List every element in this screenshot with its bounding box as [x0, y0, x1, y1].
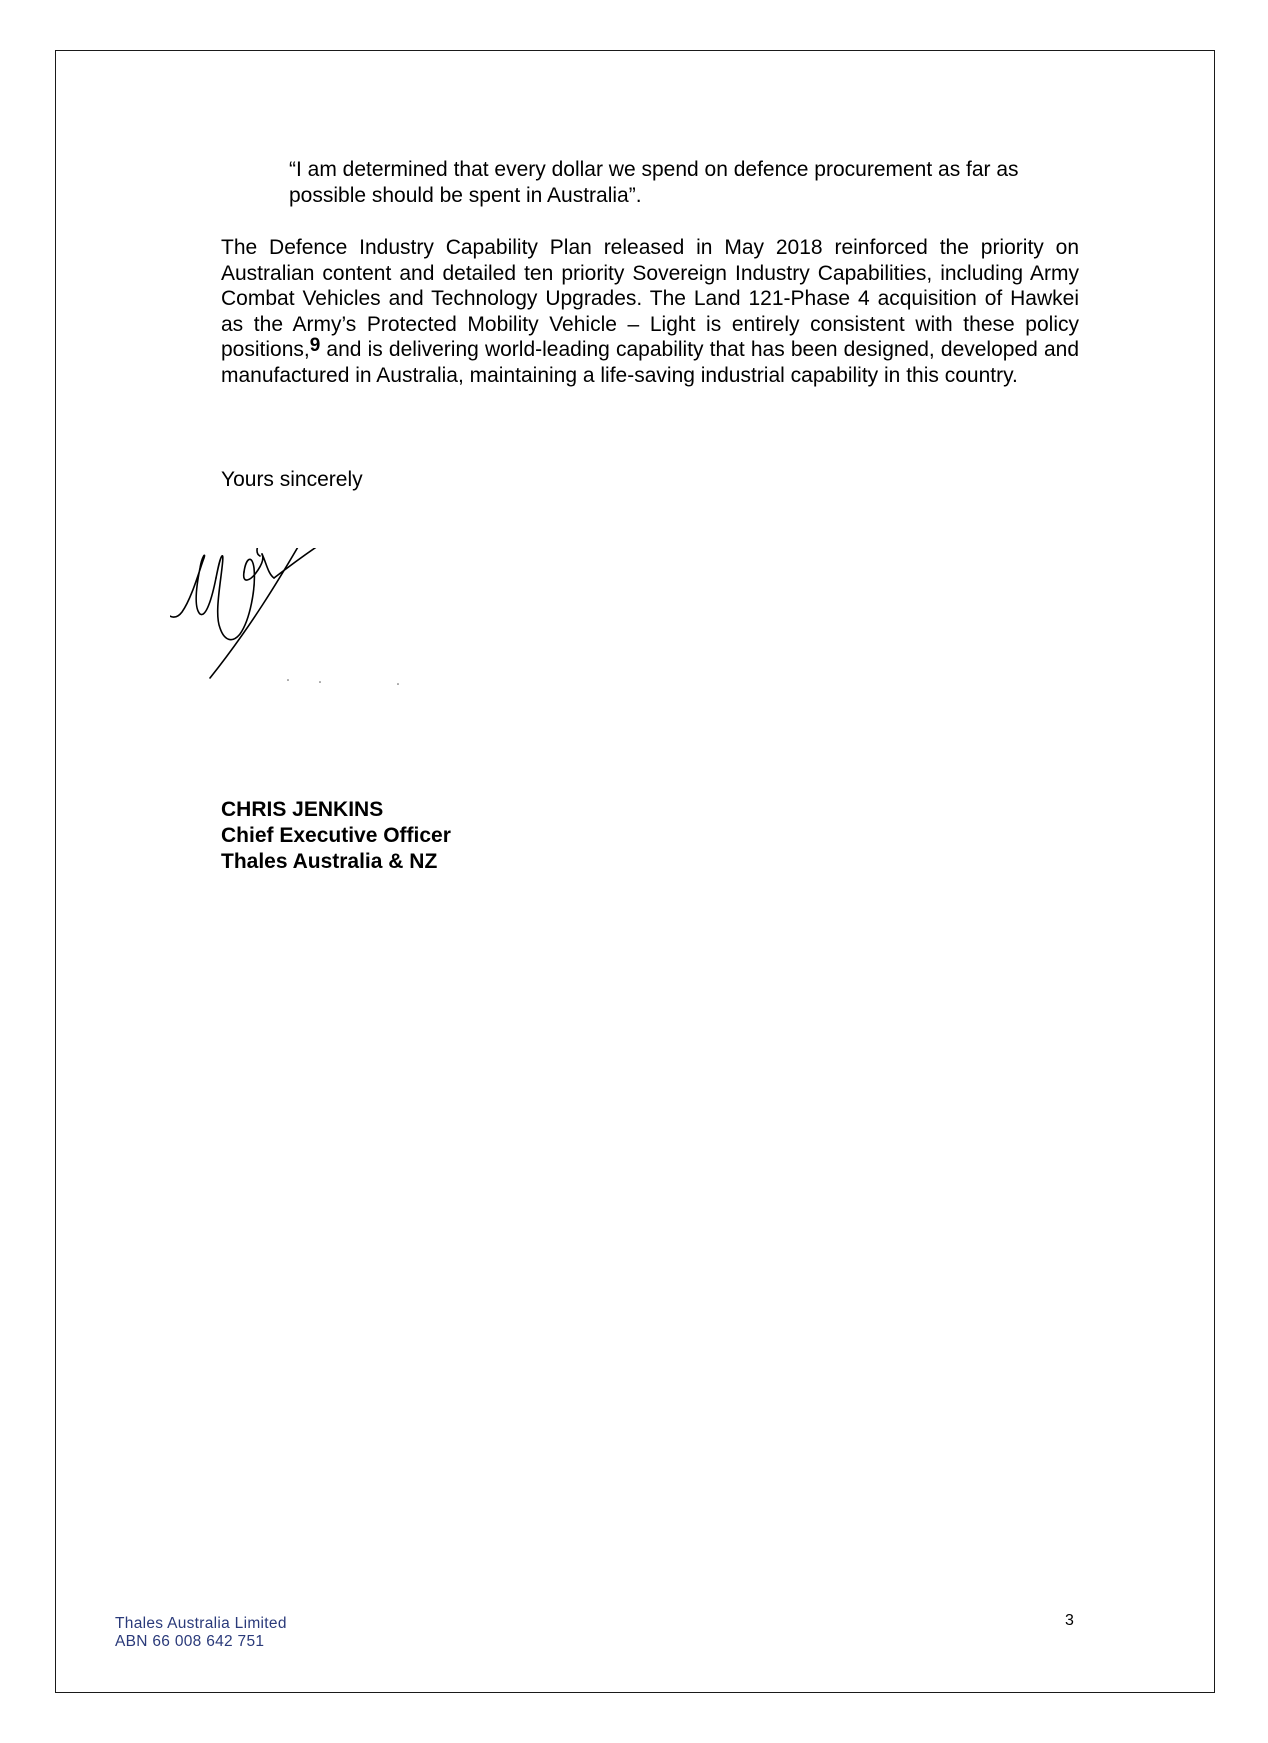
- footer-company-info: [115, 1615, 287, 1651]
- body-text-after-ref: and is delivering world-leading capability that has been designed, developed and manufactured in Australia, maintaining a life-saving industrial capability in this country.: [221, 338, 1079, 387]
- quote-paragraph: “I am determined that every dollar we spend on defence procurement as far as possible should be spent in Australia”.: [289, 158, 1019, 207]
- page-number: 3: [1065, 1612, 1074, 1629]
- handwritten-signature: [170, 548, 470, 763]
- signatory-title: Chief Executive Officer: [221, 824, 451, 847]
- closing-salutation: Yours sincerely: [221, 468, 363, 491]
- footer-abn: ABN 66 008 642 751: [115, 1633, 265, 1650]
- footnote-reference[interactable]: 9: [309, 335, 321, 356]
- footer-company-name: Thales Australia Limited: [115, 1615, 287, 1632]
- signature-block: [221, 797, 451, 875]
- body-text-before-ref: The Defence Industry Capability Plan released in May 2018 reinforced the priority on Australian content and detailed ten priority Sovereign Industry Capabilities, including Army Combat Vehicles and Technology Upgrades. The Land 121-Phase 4 acquisition of Hawkei as the Army’s Protected Mobility Vehicle – Light is entirely consistent with these policy positions,: [221, 236, 1079, 361]
- signatory-name: CHRIS JENKINS: [221, 798, 384, 821]
- body-paragraph: [221, 235, 1079, 388]
- signatory-organization: Thales Australia & NZ: [221, 850, 438, 873]
